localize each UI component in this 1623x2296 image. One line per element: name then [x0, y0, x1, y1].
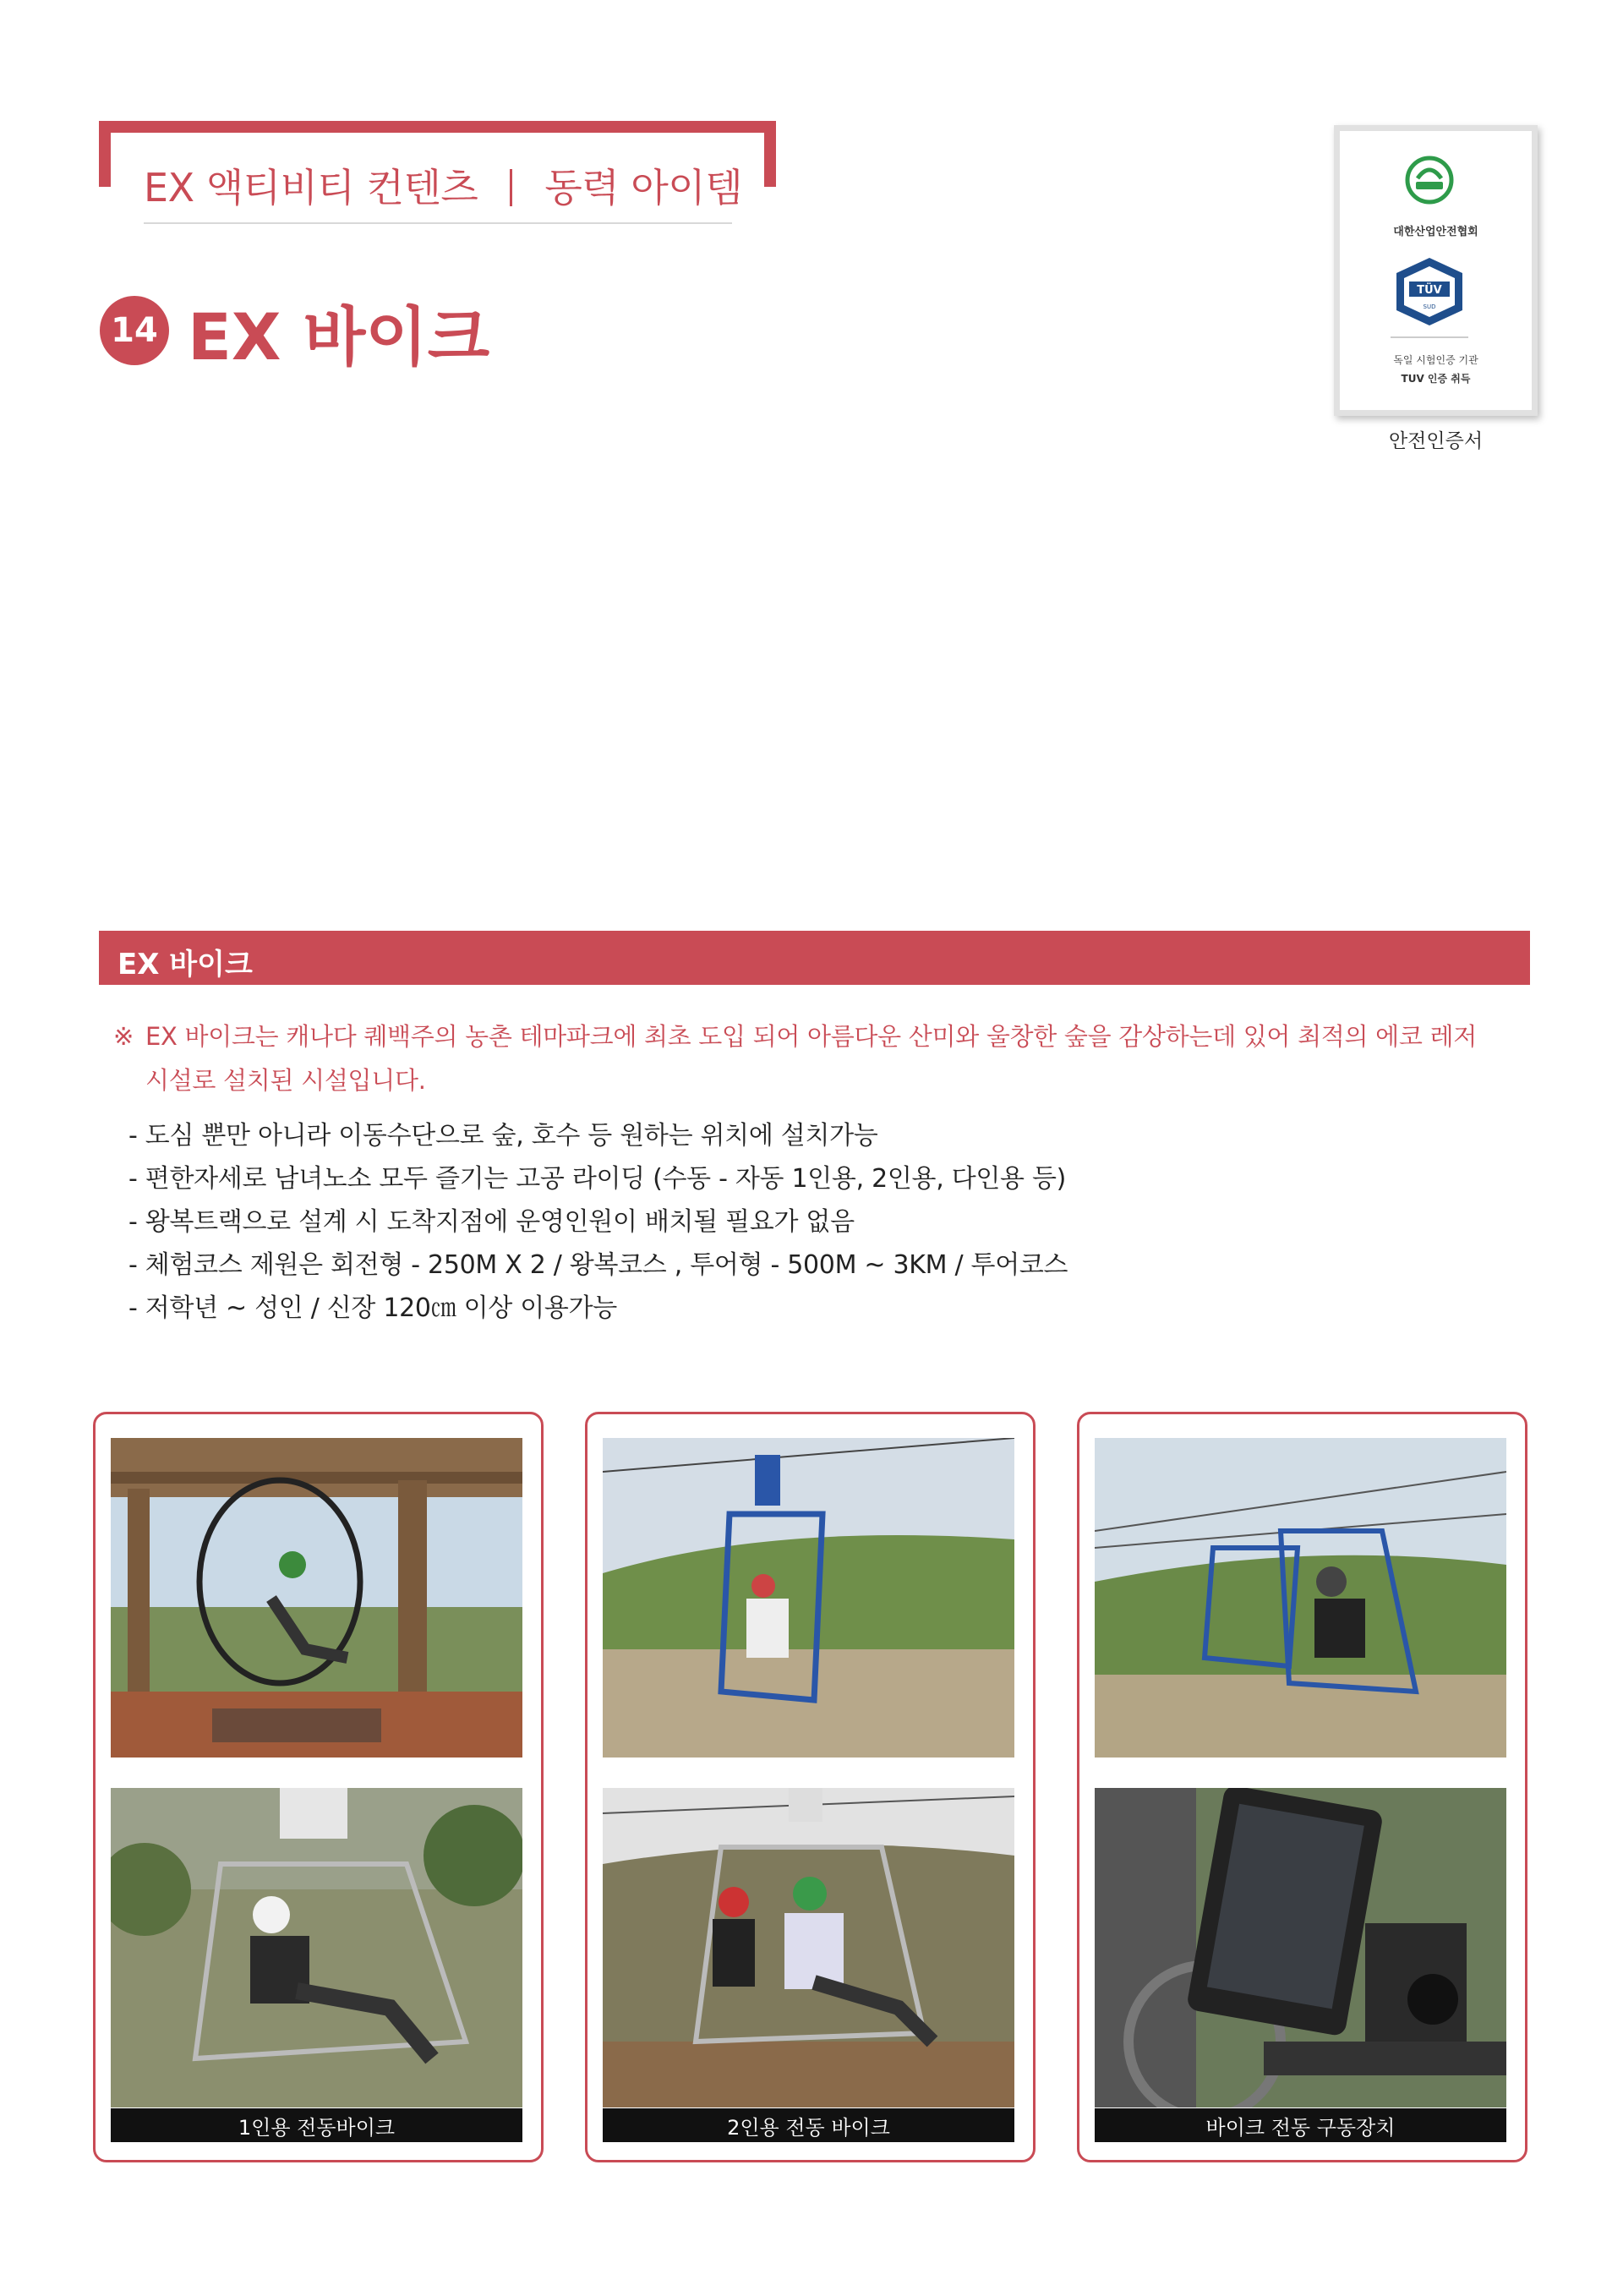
section-heading	[144, 157, 742, 213]
photo-single-bike-rider	[111, 1788, 522, 2107]
card-caption: 바이크 전동 구동장치	[1095, 2108, 1506, 2142]
photo-double-bike-blue-frame	[603, 1438, 1014, 1758]
section-bar-label: EX 바이크	[117, 948, 253, 981]
safety-certificate	[1334, 125, 1538, 416]
photo-single-bike-platform	[111, 1438, 522, 1758]
heading-divider	[510, 169, 512, 206]
header-bracket-top	[99, 121, 776, 133]
note-mark: ※	[113, 1022, 134, 1051]
section-bar	[99, 931, 1530, 985]
photo-card-single-bike	[93, 1412, 544, 2162]
tuv-text: TÜV	[1417, 284, 1442, 297]
header-bracket-left	[99, 121, 111, 187]
feature-item: - 왕복트랙으로 설계 시 도착지점에 운영인원이 배치될 필요가 없음	[128, 1207, 855, 1237]
tuv-sub-text: SUD	[1423, 303, 1436, 310]
header-bracket-right	[764, 121, 776, 187]
feature-item: - 저학년 ~ 성인 / 신장 120㎝ 이상 이용가능	[128, 1293, 617, 1323]
photo-bikes-on-cable	[1095, 1438, 1506, 1758]
feature-list	[128, 1114, 1481, 1330]
section-category: EX 액티비티 컨텐츠	[144, 165, 478, 210]
photo-drive-unit-display	[1095, 1788, 1506, 2107]
card-caption: 1인용 전동바이크	[111, 2108, 522, 2142]
card-caption: 2인용 전동 바이크	[603, 2108, 1014, 2142]
item-number-badge: 14	[100, 296, 169, 365]
tuv-badge-icon	[1396, 258, 1462, 325]
section-subcategory: 동력 아이템	[544, 165, 743, 210]
certificate-org: 대한산업안전협회	[1393, 226, 1478, 238]
feature-item: - 체험코스 제원은 회전형 - 250M X 2 / 왕복코스 , 투어형 - 500M ~ 3KM / 투어코스	[128, 1250, 1068, 1280]
photo-double-bike-riders	[603, 1788, 1014, 2107]
photo-card-double-bike	[585, 1412, 1036, 2162]
intro-note	[113, 1014, 1516, 1102]
certificate-caption: 안전인증서	[1388, 430, 1484, 452]
feature-item: - 도심 뿐만 아니라 이동수단으로 숲, 호수 등 원하는 위치에 설치가능	[128, 1121, 878, 1151]
note-line1: EX 바이크는 캐나다 퀘백주의 농촌 테마파크에 최초 도입 되어 아름다운 산미와 울창한 숲을 감상하는데 있어 최적의 에코 레저	[145, 1022, 1477, 1051]
certificate-line2: TUV 인증 취득	[1401, 373, 1471, 385]
certificate-line1: 독일 시험인증 기관	[1393, 354, 1478, 366]
page-title: EX 바이크	[188, 299, 490, 374]
photo-card-drive-unit	[1077, 1412, 1527, 2162]
kosha-logo-icon	[1407, 158, 1451, 202]
note-line2: 시설로 설치된 시설입니다.	[145, 1066, 426, 1095]
heading-underline	[144, 222, 732, 224]
feature-item: - 편한자세로 남녀노소 모두 즐기는 고공 라이딩 (수동 - 자동 1인용, 2인용, 다인용 등)	[128, 1164, 1067, 1194]
